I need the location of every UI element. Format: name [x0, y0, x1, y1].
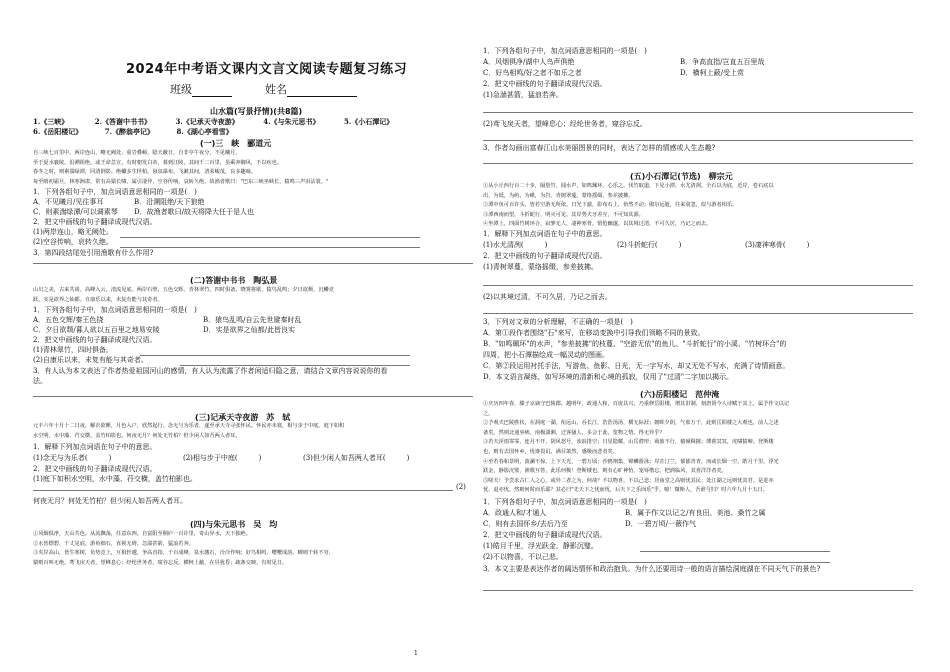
s4-q2-item: (2)鸢飞戾天者，望峰息心；经纶世务者，窥谷忘反。 — [483, 120, 647, 128]
s5-q2-item: (2)以其境过清，不可久居，乃记之而去。 — [483, 293, 612, 301]
section-2-text — [33, 286, 473, 305]
text-line: 山川之美，古来共谈。高峰入云，清流见底。两岸石壁，五色交辉。青林翠竹，四时俱备。晓雾将歇，猿鸟乱鸣；夕日欲颓，沉鳞竞 — [33, 287, 334, 293]
s1-q1: 1．下列各组句子中，加点词语意思相同的一项是( ) — [33, 188, 197, 196]
text-line: ①风烟俱净，天山共色。从流飘荡，任意东西。自富阳至桐庐一百许里，奇山异水，天下独绝。 — [33, 531, 251, 537]
text-line: 出，为坻，为屿，为嵁，为岩。青树翠蔓，蒙络摇缀，参差披拂。 — [483, 192, 634, 199]
s4-q3: 3．作者勾画出富春江山水美丽图景的同时，表达了怎样的情感或人生态趣? — [483, 144, 716, 152]
s3-q1-item: (3)但少闲人如吾两人者耳( ) — [303, 454, 410, 462]
text-line: ①庆历四年春，滕子京谪守巴陵郡。越明年，政通人和，百废具兴，乃重修岳阳楼，增其旧制，刻唐贤今人诗赋于其上，属予作文以记 — [483, 401, 790, 407]
text-line: 跃。实是欲界之仙都。自康乐以来，未复有能与其奇者。 — [33, 296, 163, 303]
text-line: ②水皆缥碧，千丈见底。游鱼细石，直视无碍。急湍甚箭，猛浪若奔。 — [33, 540, 194, 547]
s2-q3-cont: 法。 — [33, 377, 47, 385]
answer-line[interactable] — [140, 355, 410, 356]
section-3-text — [33, 422, 473, 441]
group-title: 山水篇(写景抒情)(共8篇) — [210, 107, 303, 116]
s3-q2-item: 何夜无月？何处无竹柏？但少闲人如吾两人者耳。 — [33, 497, 187, 505]
s3-q1: 1．解释下列加点词语在句子中的意思。 — [33, 443, 157, 451]
s6-q2-item: (1)皓月千里，浮光跃金，静影沉璧。 — [483, 542, 598, 550]
s3-q2-item: (2) — [456, 483, 466, 491]
s1-q1-opt-a[interactable]: A．不见曦月/见往事耳 — [33, 198, 104, 206]
catalog-row-2 — [33, 127, 233, 137]
answer-line[interactable] — [600, 562, 830, 563]
s5-q1-item: (1)水尤清冽( ) — [483, 241, 548, 249]
s5-q1-item: (3)凄神寒骨( ) — [745, 241, 810, 249]
s4-q2-item: (1)急湍甚箭，猛浪若奔。 — [483, 91, 563, 99]
answer-line[interactable] — [120, 247, 420, 248]
text-line: 猿则百叫无绝。鸢飞戾天者，望峰息心；经纶世务者，窥谷忘反。横柯上蔽，在昼犹昏；疏条交映，有时见日。 — [33, 559, 288, 566]
text-line: 也，则有去国怀乡，忧谗畏讥，满目萧然，感极而悲者矣。 — [483, 448, 618, 455]
s3-q1-item: (1)念无与为乐者( ) — [33, 454, 112, 462]
answer-line[interactable] — [483, 163, 913, 164]
text-line: ②潭中鱼可百许头，皆若空游无所依。日光下澈，影布石上，佁然不动；俶尔远逝，往来翕忽，似与游者相乐。 — [483, 202, 738, 209]
s6-q2: 2．把文中画线的句子翻译成现代汉语。 — [483, 531, 607, 539]
s6-q1-opt-b[interactable]: B．属予作文以记之/有良田、美池、桑竹之属 — [625, 509, 766, 517]
s5-q3-opt-c[interactable]: C．第②段运用衬托手法，写游鱼、鱼影、日光，无一字写水，却又无处不写水，充满了诗情画意。 — [483, 362, 790, 370]
text-line: 春冬之时，则素湍绿潭，回清倒影。绝巘多生怪柏，悬泉瀑布，飞漱其间，清荣峻茂，良多趣味。 — [33, 169, 257, 176]
s5-q1-item: (2)斗折蛇行( ) — [617, 241, 682, 249]
section-4-text — [33, 530, 473, 568]
s6-q2-item: (2)不以物喜，不以己悲。 — [483, 553, 563, 561]
section-1-text — [33, 149, 473, 187]
text-line: 之。 — [483, 410, 494, 417]
s2-q1-opt-a[interactable]: A．五色交辉/秦王色挠 — [33, 316, 104, 324]
s4-q1: 1．下列各组句子中，加点词语意思相同的一项是( ) — [483, 47, 647, 55]
s1-q1-opt-c[interactable]: C．则素湍绿潭/可以调素琴 — [33, 208, 118, 216]
s5-q3: 3．下列对文章的分析理解，不正确的一项是( ) — [483, 318, 633, 326]
s5-q2-item: (1)青树翠蔓，蒙络摇缀，参差披拂。 — [483, 263, 598, 271]
s2-q2-item: (2)自康乐以来，未复有能与其奇者。 — [33, 356, 148, 364]
section-6-head: (六)岳阳楼记 范仲淹 — [640, 390, 720, 399]
s1-q2-item: (1)两岸连山，略无阙处。 — [33, 228, 113, 236]
section-3-head: (三)记承天寺夜游 苏 轼 — [195, 413, 291, 422]
page-number: 1 — [414, 650, 418, 657]
text-line: 自三峡七百里中，两岸连山，略无阙处。重岩叠嶂，隐天蔽日，自非亭午夜分，不见曦月。 — [33, 150, 241, 156]
text-line: 水空明，水中藻、荇交横，盖竹柏影也。何夜无月？何处无竹柏？但少闲人如吾两人者耳。 — [33, 432, 241, 439]
name-blank[interactable] — [287, 96, 357, 97]
answer-line[interactable] — [33, 263, 473, 264]
text-line: ③潭西南而望，斗折蛇行，明灭可见。其岸势犬牙差互，不可知其源。 — [483, 211, 644, 218]
s3-q2: 2．把文中画线的句子翻译成现代汉语。 — [33, 465, 157, 473]
s1-q2-item: (2)空谷传响，哀转久绝。 — [33, 238, 113, 246]
s4-q1-opt-a[interactable]: A．风烟俱净/湖中人鸟声俱绝 — [483, 58, 575, 66]
catalog-item: 4.《与朱元思书》 — [263, 117, 320, 126]
text-line: ①从小丘西行百二十步，隔篁竹，闻水声，如鸣珮环，心乐之。伐竹取道，下见小潭，水尤清冽。全石以为底，近岸，卷石底以 — [483, 183, 774, 189]
catalog-item: 3.《记承天寺夜游》 — [175, 117, 239, 126]
s2-q3: 3．有人认为本文表达了作者热爱祖国河山的感情，有人认为流露了作者闲适归隐之意，请结合文章内容说说你的看 — [33, 367, 388, 375]
s5-q3-opt-d[interactable]: D．本文语言凝练，如写环境的清新和心境的孤寂，仅用了"过清"二字加以揭示。 — [483, 373, 734, 381]
s1-q1-opt-b[interactable]: B．沿溯阻绝/天下狼绝 — [134, 198, 205, 206]
catalog-item: 1.《三峡》 — [33, 117, 69, 126]
s4-q1-opt-c[interactable]: C．好鸟相鸣/好之者不如乐之者 — [483, 69, 582, 77]
section-5-text — [483, 182, 918, 230]
s1-q2: 2．把文中画线的句子翻译成现代汉语。 — [33, 218, 157, 226]
class-label: 班级 — [170, 83, 192, 96]
answer-line[interactable] — [483, 112, 913, 113]
catalog-item: 5.《小石潭记》 — [344, 117, 394, 126]
answer-line[interactable] — [120, 237, 420, 238]
class-name-line — [170, 81, 357, 97]
section-6-text — [483, 400, 918, 496]
s2-q1-opt-d[interactable]: D．实是欲界之仙都/此皆良实 — [203, 326, 295, 334]
answer-line[interactable] — [483, 313, 913, 314]
answer-line[interactable] — [483, 140, 913, 141]
s4-q1-opt-b[interactable]: B．争高直指/岂直五百里哉 — [680, 58, 765, 66]
page-title: 2024年中考语文课内文言文阅读专题复习练习 — [126, 62, 408, 77]
answer-line[interactable] — [33, 490, 453, 491]
text-line: ③夹岸高山，皆生寒树，负势竞上，互相轩邈，争高直指，千百成峰。泉水激石，泠泠作响；好鸟相鸣，嘤嘤成韵。蝉则千转不穷， — [33, 550, 334, 557]
answer-line[interactable] — [180, 365, 410, 366]
catalog-item: 2.《答谢中书书》 — [94, 117, 152, 126]
s5-q3-opt-a[interactable]: A．第①段作者围绕"石"来写，在移动变换中引导我们领略不同的景致。 — [483, 329, 705, 337]
text-line: ④至若春和景明，波澜不惊，上下天光，一碧万顷；沙鸥翔集，锦鳞游泳；岸芷汀兰，郁郁青青。而或长烟一空，皓月千里，浮光 — [483, 458, 779, 465]
s5-q3-opt-b-cont: 四周，把小石潭描绘成一幅灵动的图画。 — [483, 351, 609, 359]
section-5-head: (五)小石潭记(节选) 柳宗元 — [630, 172, 733, 181]
section-4-head: (四)与朱元思书 吴 均 — [190, 520, 278, 529]
catalog-row-1 — [33, 117, 393, 127]
section-1-head: (一)三 峡 郦道元 — [200, 139, 272, 148]
text-line: 备矣。然则北通巫峡，南极潇湘，迁客骚人，多会于此，览物之情，得无异乎？ — [483, 429, 665, 436]
s3-q1-item: (2)相与步于中庭( ) — [183, 454, 262, 462]
text-line: 至于夏水襄陵，沿溯阻绝。或王命急宣，有时朝发白帝，暮到江陵，其间千二百里，虽乘奔御风，不以疾也。 — [33, 159, 283, 166]
text-line: 每至晴初霜旦，林寒涧肃，常有高猿长啸，属引凄异，空谷传响，哀转久绝。故渔者歌曰："巴东三峡巫峡长，猿鸣三声泪沾裳。" — [33, 178, 329, 185]
catalog-item: 8.《湖心亭看雪》 — [176, 127, 233, 136]
text-line: ④坐潭上，四面竹树环合，寂寥无人，凄神寒骨，悄怆幽邃。以其境过清，不可久居，乃记之而去。 — [483, 221, 712, 228]
answer-line[interactable] — [33, 396, 473, 397]
s6-q3: 3．本文主要是表达作者的阔达情怀和政治抱负。为什么还要用诗一般的语言描绘洞庭湖在不同天气下的景色? — [483, 565, 821, 573]
text-line: ③若夫淫雨霏霏，连月不开，阴风怒号，浊浪排空；日星隐耀，山岳潜形；商旅不行，樯倾楫摧；薄暮冥冥，虎啸猿啼。登斯楼 — [483, 439, 774, 446]
s2-q1-opt-c[interactable]: C．夕日欲颓/暮人欲以五百里之地易安陵 — [33, 326, 160, 334]
s4-q1-opt-d[interactable]: D．横柯上蔽/受上赏 — [680, 69, 744, 77]
s5-q1: 1．解释下列加点词语在句子中的意思。 — [483, 230, 607, 238]
text-line: 忧，退亦忧。然则何时而乐耶？其必曰"先天下之忧而忧，后天下之乐而乐"乎。噫！微斯人，吾谁与归？时六年九月十五日。 — [483, 487, 768, 494]
answer-line[interactable] — [640, 551, 830, 552]
s6-q1-opt-a[interactable]: A．政通人和/才通人 — [483, 509, 547, 517]
section-2-head: (二)答谢中书书 陶弘景 — [190, 276, 278, 285]
s6-q1-opt-d[interactable]: D．一碧万顷/一薇作气 — [625, 520, 696, 528]
s6-q1: 1．下列各组句子中，加点词语意思相同的一项是( ) — [483, 498, 647, 506]
text-line: 跃金，静影沉璧，渔歌互答，此乐何极！登斯楼也，则有心旷神怡，宠辱偕忘，把酒临风，其喜洋洋者矣。 — [483, 468, 727, 475]
s2-q1: 1．下列各组句子中，加点词语意思相同的一项是( ) — [33, 306, 197, 314]
s1-q1-opt-d[interactable]: D．故渔者歌曰/故天将降大任于是人也 — [134, 208, 254, 216]
catalog-item: 6.《岳阳楼记》 — [33, 127, 83, 136]
catalog-item: 7.《醉翁亭记》 — [104, 127, 155, 136]
text-line: ②予观夫巴陵胜状，在洞庭一湖。衔远山，吞长江，浩浩汤汤，横无际涯；朝晖夕阴，气象万千，此则岳阳楼之大观也，前人之述 — [483, 420, 779, 427]
s5-q2: 2．把文中画线的句子翻译成现代汉语。 — [483, 252, 607, 260]
text-line: 元丰六年十月十二日夜，解衣欲睡，月色入户，欣然起行。念无与为乐者，遂至承天寺寻张怀民。怀民亦未寝，相与步于中庭。庭下如积 — [33, 423, 345, 429]
s2-q1-opt-b[interactable]: B．猿鸟乱鸣/自云先世避秦时乱 — [203, 316, 302, 324]
s4-q2: 2．把文中画线的句子翻译成现代汉语。 — [483, 80, 607, 88]
s6-q1-opt-c[interactable]: C．则有去国怀乡/去后乃至 — [483, 520, 568, 528]
text-line: ⑤嗟夫！予尝求古仁人之心，或异二者之为，何哉？不以物喜，不以己悲；居庙堂之高则忧其民；处江湖之远则忧其君。是进亦 — [483, 477, 774, 484]
s5-q3-opt-b[interactable]: B．"如鸣珮环"的水声，"参差披拂"的枝蔓、"空游无依"的鱼儿、"斗折蛇行"的小溪、"竹树环合"的 — [483, 340, 787, 348]
s3-q2-item: (1)庭下如积水空明，水中藻、荇交横，盖竹柏影也。 — [33, 475, 197, 483]
class-blank[interactable] — [192, 96, 232, 97]
answer-line[interactable] — [483, 590, 913, 591]
s2-q2: 2．把文中画线的句子翻译成现代汉语。 — [33, 336, 157, 344]
answer-line[interactable] — [483, 285, 913, 286]
name-label: 姓名 — [265, 83, 287, 96]
s1-q3: 3．第四段结尾处引用渔歌有什么作用? — [33, 249, 154, 257]
s2-q2-item: (1)青林翠竹，四时俱备。 — [33, 346, 113, 354]
